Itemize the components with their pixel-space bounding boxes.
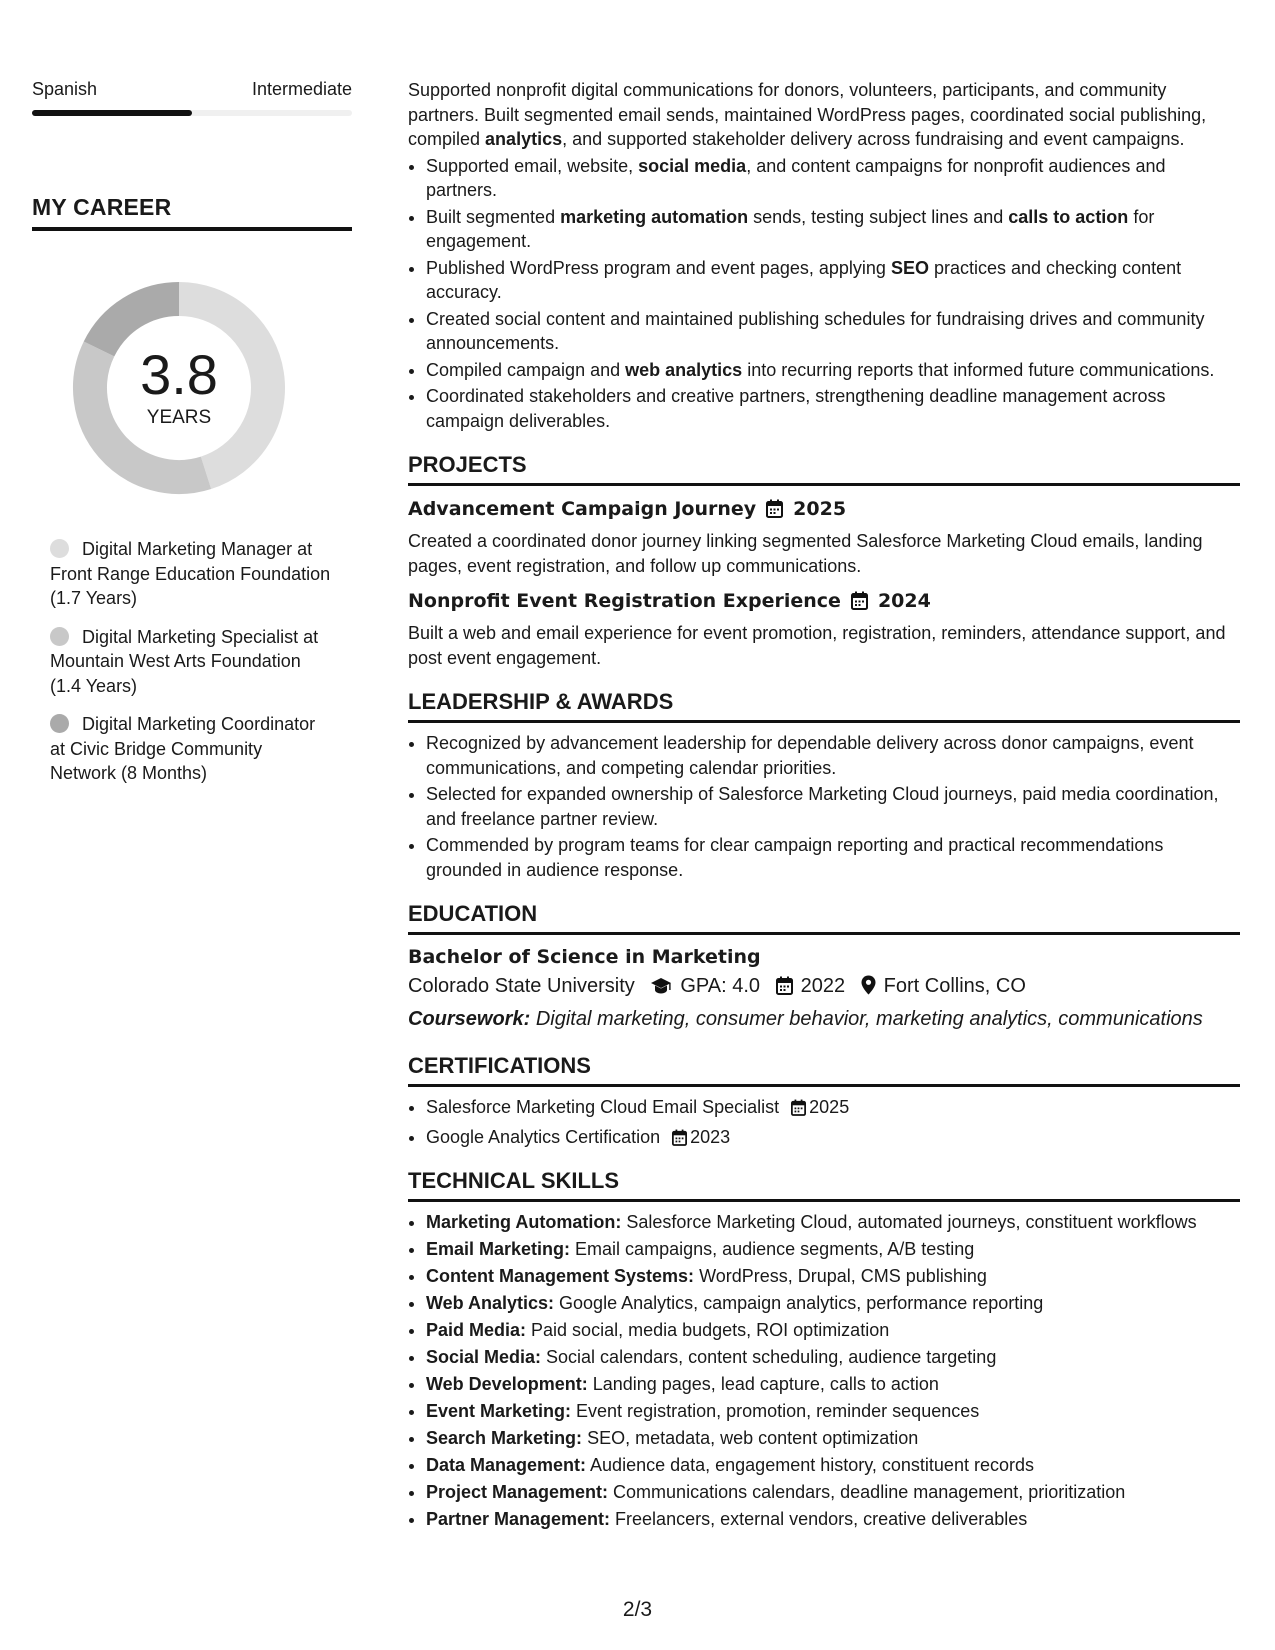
project-title: Nonprofit Event Registration Experience	[408, 590, 841, 612]
legend-dot-icon	[50, 714, 69, 733]
skill-item	[426, 1480, 1240, 1505]
skill-value: Event registration, promotion, reminder sequences	[571, 1401, 980, 1421]
experience-bullet: • Compiled campaign and web analytics into recurring reports that informed future communications.	[426, 358, 1240, 383]
skill-value: Freelancers, external vendors, creative deliverables	[610, 1509, 1028, 1529]
legend-dot-icon	[50, 539, 69, 558]
skill-item	[426, 1372, 1240, 1397]
skill-item	[426, 1399, 1240, 1424]
donut-segment-3	[99, 299, 179, 349]
skill-item	[426, 1345, 1240, 1370]
project-title: Advancement Campaign Journey	[408, 498, 757, 520]
education-school: Colorado State University	[408, 975, 635, 997]
project-item	[408, 588, 1240, 670]
skill-label: Web Analytics:	[426, 1293, 555, 1313]
skill-item	[426, 1210, 1240, 1235]
skill-item	[426, 1507, 1240, 1532]
language-level-fill	[32, 110, 192, 116]
skill-label: Email Marketing:	[426, 1239, 571, 1259]
certification-item	[426, 1125, 1240, 1153]
language-level: Intermediate	[251, 79, 352, 99]
education-coursework	[408, 1004, 1240, 1034]
career-legend-text: Digital Marketing Coordinator at Civic Bridge Community Network (8 Months)	[50, 714, 316, 783]
experience-bullet: • Supported email, website, social media, and content campaigns for nonprofit audiences and partners.	[426, 154, 1240, 203]
skill-item	[426, 1237, 1240, 1262]
skill-label: Marketing Automation:	[426, 1212, 622, 1232]
career-donut-chart	[66, 275, 292, 501]
career-total-years: 3.8	[140, 343, 218, 406]
experience-bullet: • Published WordPress program and event pages, applying SEO practices and checking content accuracy.	[426, 256, 1240, 305]
calendar-icon	[776, 974, 793, 1004]
coursework-label: Coursework:	[408, 1008, 531, 1030]
career-legend-text: Digital Marketing Specialist at Mountain West Arts Foundation (1.4 Years)	[50, 626, 319, 696]
language-name: Spanish	[32, 79, 98, 99]
skill-value: Paid social, media budgets, ROI optimization	[526, 1320, 890, 1340]
education-location: Fort Collins, CO	[883, 975, 1026, 997]
certifications-heading: CERTIFICATIONS	[408, 1052, 1240, 1087]
leadership-item: • Commended by program teams for clear campaign reporting and practical recommendations grounded in audience response.	[426, 833, 1240, 882]
certification-year: 2023	[690, 1127, 731, 1147]
project-description: Created a coordinated donor journey linking segmented Salesforce Marketing Cloud emails, landing pages, event registration, and follow up communications.	[408, 531, 1203, 576]
leadership-item: • Selected for expanded ownership of Salesforce Marketing Cloud journeys, paid media coordination, and freelance partner review.	[426, 782, 1240, 831]
career-legend-item	[50, 537, 352, 611]
skill-label: Data Management:	[426, 1455, 587, 1475]
legend-dot-icon	[50, 627, 69, 646]
skill-label: Event Marketing:	[426, 1401, 572, 1421]
project-item	[408, 496, 1240, 578]
skill-label: Partner Management:	[426, 1509, 611, 1529]
career-legend-item	[50, 712, 352, 786]
skill-value: Communications calendars, deadline management, prioritization	[608, 1482, 1126, 1502]
education-gpa: GPA: 4.0	[680, 975, 761, 997]
calendar-icon	[672, 1128, 687, 1153]
skill-value: Social calendars, content scheduling, audience targeting	[541, 1347, 997, 1367]
experience-bullet: • Created social content and maintained publishing schedules for fundraising drives and community announcements.	[426, 307, 1240, 356]
leadership-item: • Recognized by advancement leadership for dependable delivery across donor campaigns, event communications, and competing calendar priorities.	[426, 731, 1240, 780]
skill-item	[426, 1453, 1240, 1478]
skill-value: WordPress, Drupal, CMS publishing	[694, 1266, 987, 1286]
calendar-icon	[851, 591, 868, 617]
projects-list	[408, 496, 1240, 670]
certification-item	[426, 1095, 1240, 1123]
certification-name: Salesforce Marketing Cloud Email Specialist	[426, 1097, 780, 1117]
education-heading: EDUCATION	[408, 900, 1240, 935]
page-number: 2/3	[622, 1598, 653, 1621]
skill-value: Email campaigns, audience segments, A/B testing	[570, 1239, 975, 1259]
project-year: 2024	[877, 590, 931, 612]
career-legend-item	[50, 625, 352, 699]
skill-label: Paid Media:	[426, 1320, 527, 1340]
experience-bullet: • Built segmented marketing automation sends, testing subject lines and calls to action for engagement.	[426, 205, 1240, 254]
education-details	[408, 971, 1240, 1004]
skill-value: Salesforce Marketing Cloud, automated journeys, constituent workflows	[621, 1212, 1197, 1232]
skill-label: Content Management Systems:	[426, 1266, 695, 1286]
skill-item	[426, 1318, 1240, 1343]
experience-bullet: • Coordinated stakeholders and creative partners, strengthening deadline management across campaign deliverables.	[426, 384, 1240, 433]
skills-list	[408, 1210, 1240, 1532]
leadership-heading: LEADERSHIP & AWARDS	[408, 688, 1240, 723]
skill-value: Audience data, engagement history, constituent records	[586, 1455, 1034, 1475]
language-item	[32, 78, 352, 116]
leadership-list	[408, 731, 1240, 882]
left-column	[32, 78, 352, 800]
skill-item	[426, 1291, 1240, 1316]
skill-label: Search Marketing:	[426, 1428, 583, 1448]
project-year: 2025	[793, 498, 847, 520]
career-legend-text: Digital Marketing Manager at Front Range Education Foundation (1.7 Years)	[50, 539, 331, 608]
career-heading: MY CAREER	[32, 194, 352, 231]
career-legend	[50, 537, 352, 786]
education-year: 2022	[800, 975, 846, 997]
projects-heading: PROJECTS	[408, 451, 1240, 486]
skill-label: Project Management:	[426, 1482, 609, 1502]
skill-item	[426, 1264, 1240, 1289]
calendar-icon	[766, 499, 783, 525]
skill-value: Google Analytics, campaign analytics, performance reporting	[554, 1293, 1044, 1313]
coursework-list: Digital marketing, consumer behavior, marketing analytics, communications	[535, 1008, 1203, 1030]
project-description: Built a web and email experience for event promotion, registration, reminders, attendance support, and post event engagement.	[408, 623, 1226, 668]
graduation-cap-icon	[650, 974, 672, 1004]
skills-heading: TECHNICAL SKILLS	[408, 1167, 1240, 1202]
education-degree: Bachelor of Science in Marketing	[408, 946, 761, 968]
certification-name: Google Analytics Certification	[426, 1127, 661, 1147]
map-pin-icon	[861, 974, 876, 1004]
skill-value: SEO, metadata, web content optimization	[582, 1428, 919, 1448]
skill-label: Social Media:	[426, 1347, 542, 1367]
experience-bullets	[408, 154, 1240, 434]
language-level-bar	[32, 110, 352, 116]
career-total-unit: YEARS	[146, 407, 212, 428]
skill-value: Landing pages, lead capture, calls to action	[587, 1374, 939, 1394]
right-column	[408, 78, 1240, 1534]
skill-label: Web Development:	[426, 1374, 588, 1394]
certifications-list	[408, 1095, 1240, 1153]
skill-item	[426, 1426, 1240, 1451]
experience-summary: Supported nonprofit digital communications for donors, volunteers, participants, and community partners. Built segmented email sends, maintained WordPress pages, coordinated social publishing, compiled analytics, and supported stakeholder delivery across fundraising and event campaigns.	[408, 80, 1207, 149]
certification-year: 2025	[809, 1097, 850, 1117]
calendar-icon	[791, 1098, 806, 1123]
